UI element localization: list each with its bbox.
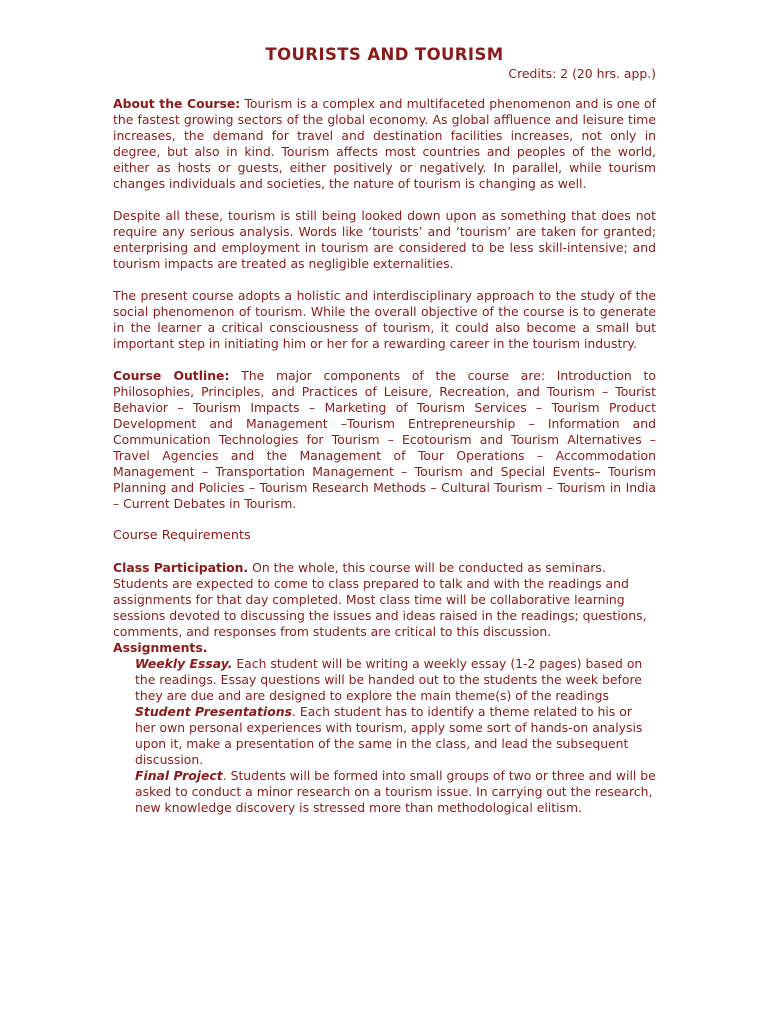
present-paragraph: The present course adopts a holistic and interdisciplinary approach to the study of the social phenomenon of tourism. While the overall objective of the course is to generate in the learner a critical consciousness of tourism, it could also become a small but important step in initiating him or her for a rewarding career in the tourism industry. xyxy=(113,288,656,351)
assignment-item-final-project xyxy=(135,768,656,816)
despite-paragraph: Despite all these, tourism is still being looked down upon as something that does not require any serious analysis. Words like ‘tourists’ and ‘tourism’ are taken for granted; enterprising and employment in tourism are considered to be less skill-intensive; and tourism impacts are treated as negligible externalities. xyxy=(113,208,656,271)
assignment-label: Final Project xyxy=(135,768,223,783)
document-page xyxy=(113,44,656,816)
outline-paragraph xyxy=(113,368,656,512)
requirements-heading: Course Requirements xyxy=(113,528,251,543)
assignment-text: Each student will be writing a weekly essay (1-2 pages) based on the readings. Essay questions will be handed out to the students the week before they are due and are designed to explore the main theme(s) of the readings xyxy=(135,656,643,703)
participation-label: Class Participation. xyxy=(113,560,249,575)
participation-text: On the whole, this course will be conducted as seminars. Students are expected to come to class prepared to talk and with the readings and assignments for that day completed. Most class time will be collaborative learning sessions devoted to discussing the issues and ideas raised in the readings; questions, comments, and responses from students are critical to this discussion. xyxy=(113,560,647,639)
assignment-item-student-presentations xyxy=(135,704,656,768)
about-paragraph xyxy=(113,96,656,192)
document-title: TOURISTS AND TOURISM xyxy=(265,45,504,64)
credits-line: Credits: 2 (20 hrs. app.) xyxy=(508,66,656,81)
about-text: Tourism is a complex and multifaceted phenomenon and is one of the fastest growing sectors of the global economy. As global affluence and leisure time increases, the demand for travel and destination facilities increases, not only in degree, but also in kind. Tourism affects most countries and peoples of the world, either as hosts or guests, either positively or negatively. In parallel, while tourism changes individuals and societies, the nature of tourism is changing as well. xyxy=(113,96,656,191)
assignment-label: Weekly Essay. xyxy=(135,656,233,671)
assignment-text: . Each student has to identify a theme related to his or her own personal experiences with tourism, apply some sort of hands-on analysis upon it, make a presentation of the same in the class, and lead the subsequent discussion. xyxy=(135,704,643,767)
outline-text: The major components of the course are: Introduction to Philosophies, Principles, and Practices of Leisure, Recreation, and Tourism – Tourist Behavior – Tourism Impacts – Marketing of Tourism Services – Tourism Product Development and Management –Tourism Entrepreneurship – Information and Communication Technologies for Tourism – Ecotourism and Tourism Alternatives – Travel Agencies and the Management of Tour Operations – Accommodation Management – Transportation Management – Tourism and Special Events– Tourism Planning and Policies – Tourism Research Methods – Cultural Tourism – Tourism in India – Current Debates in Tourism. xyxy=(113,368,656,511)
participation-paragraph xyxy=(113,560,656,640)
assignment-label: Student Presentations xyxy=(135,704,292,719)
assignments-heading: Assignments. xyxy=(113,640,208,655)
outline-label: Course Outline: xyxy=(113,368,230,383)
assignment-item-weekly-essay xyxy=(135,656,656,704)
about-label: About the Course: xyxy=(113,96,241,111)
assignment-text: . Students will be formed into small groups of two or three and will be asked to conduct a minor research on a tourism issue. In carrying out the research, new knowledge discovery is stressed more than methodological elitism. xyxy=(135,768,656,815)
